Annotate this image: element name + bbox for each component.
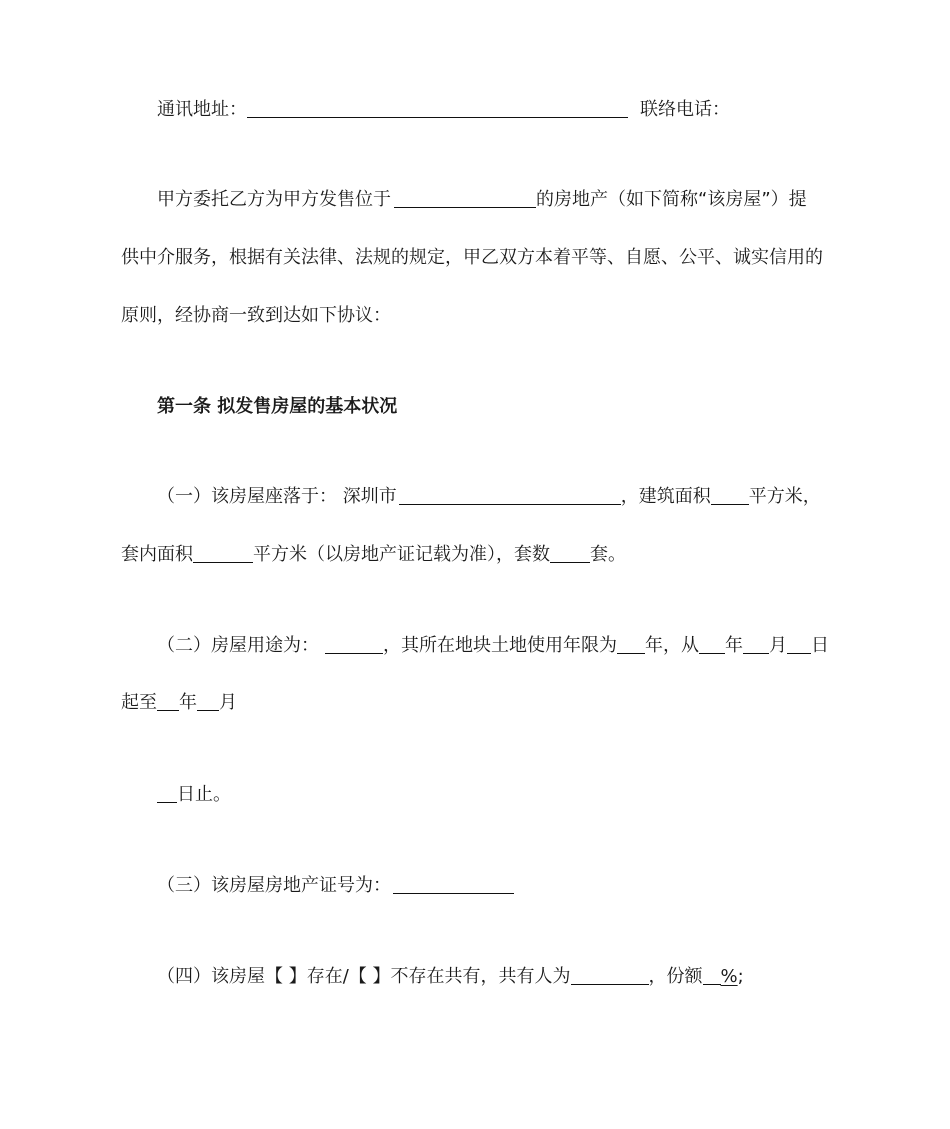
intro-line-1 bbox=[157, 188, 807, 212]
inner-area-blank bbox=[193, 562, 253, 563]
item-4-semicolon: ; bbox=[737, 966, 744, 987]
article-1-heading bbox=[157, 395, 397, 419]
item-2-year-label: 年 bbox=[725, 635, 743, 656]
intro-line-2 bbox=[121, 246, 823, 270]
intro-text-1b: 的房地产（如下简称“该房屋”）提 bbox=[536, 189, 807, 210]
co-owner-blank bbox=[571, 984, 649, 985]
item-1-line-2 bbox=[121, 543, 626, 567]
item-2-end-month-label: 月 bbox=[219, 692, 237, 713]
item-1-sqm-unit: 平方米， bbox=[748, 486, 821, 507]
item-2-line-2 bbox=[121, 691, 237, 715]
item-2-line-1 bbox=[157, 634, 829, 658]
address-blank bbox=[247, 117, 628, 118]
end-day-blank bbox=[157, 802, 177, 803]
item-2-line-3 bbox=[157, 783, 231, 807]
item-1-units-label: 平方米（以房地产证记载为准），套数 bbox=[253, 544, 550, 565]
intro-text-3: 原则，经协商一致到达如下协议： bbox=[121, 305, 391, 326]
intro-line-3 bbox=[121, 304, 391, 328]
units-count-blank bbox=[550, 562, 590, 563]
item-3-certificate-label: （三）该房屋房地产证号为： bbox=[157, 875, 391, 896]
item-2-until-label: 起至 bbox=[121, 692, 157, 713]
item-1-location-label: （一）该房屋座落于： 深圳市 bbox=[157, 486, 397, 507]
item-4-line bbox=[157, 965, 744, 989]
item-2-usage-label: （二）房屋用途为： bbox=[157, 635, 319, 656]
land-term-years-blank bbox=[617, 653, 645, 654]
start-month-blank bbox=[743, 653, 769, 654]
building-area-blank bbox=[711, 504, 749, 505]
item-4-co-ownership-label: （四）该房屋【 】存在/【 】不存在共有，共有人为 bbox=[157, 966, 571, 987]
item-2-land-term-label: ，其所在地块土地使用年限为 bbox=[383, 635, 617, 656]
item-1-inner-area-label: 套内面积 bbox=[121, 544, 193, 565]
item-2-end-day-label: 日止。 bbox=[177, 784, 231, 805]
item-3-line bbox=[157, 874, 514, 898]
item-4-share-label: ，份额 bbox=[648, 966, 703, 987]
phone-label: 联络电话： bbox=[640, 99, 730, 120]
end-month-blank bbox=[197, 710, 219, 711]
contact-line bbox=[157, 98, 730, 122]
article-1-heading-text: 第一条 拟发售房屋的基本状况 bbox=[157, 396, 398, 417]
intro-text-2: 供中介服务，根据有关法律、法规的规定，甲乙双方本着平等、自愿、公平、诚实信用的 bbox=[121, 247, 823, 268]
item-1-building-area-label: ，建筑面积 bbox=[620, 486, 711, 507]
item-2-from-label: 年，从 bbox=[645, 635, 699, 656]
start-day-blank bbox=[787, 653, 811, 654]
usage-blank bbox=[325, 653, 383, 654]
address-label: 通讯地址： bbox=[157, 99, 247, 120]
certificate-number-blank bbox=[393, 893, 514, 894]
item-2-end-year-label: 年 bbox=[179, 692, 197, 713]
item-4-percent-sign: % bbox=[720, 966, 738, 987]
location-blank bbox=[399, 504, 621, 505]
share-percent-blank bbox=[703, 984, 721, 985]
item-2-month-label: 月 bbox=[769, 635, 787, 656]
start-year-blank bbox=[699, 653, 725, 654]
item-2-day-label: 日 bbox=[811, 635, 829, 656]
property-location-blank bbox=[394, 207, 536, 208]
item-1-units-suffix: 套。 bbox=[590, 544, 626, 565]
end-year-blank bbox=[157, 710, 179, 711]
intro-text-1a: 甲方委托乙方为甲方发售位于 bbox=[157, 189, 391, 210]
item-1-line-1 bbox=[157, 485, 821, 509]
